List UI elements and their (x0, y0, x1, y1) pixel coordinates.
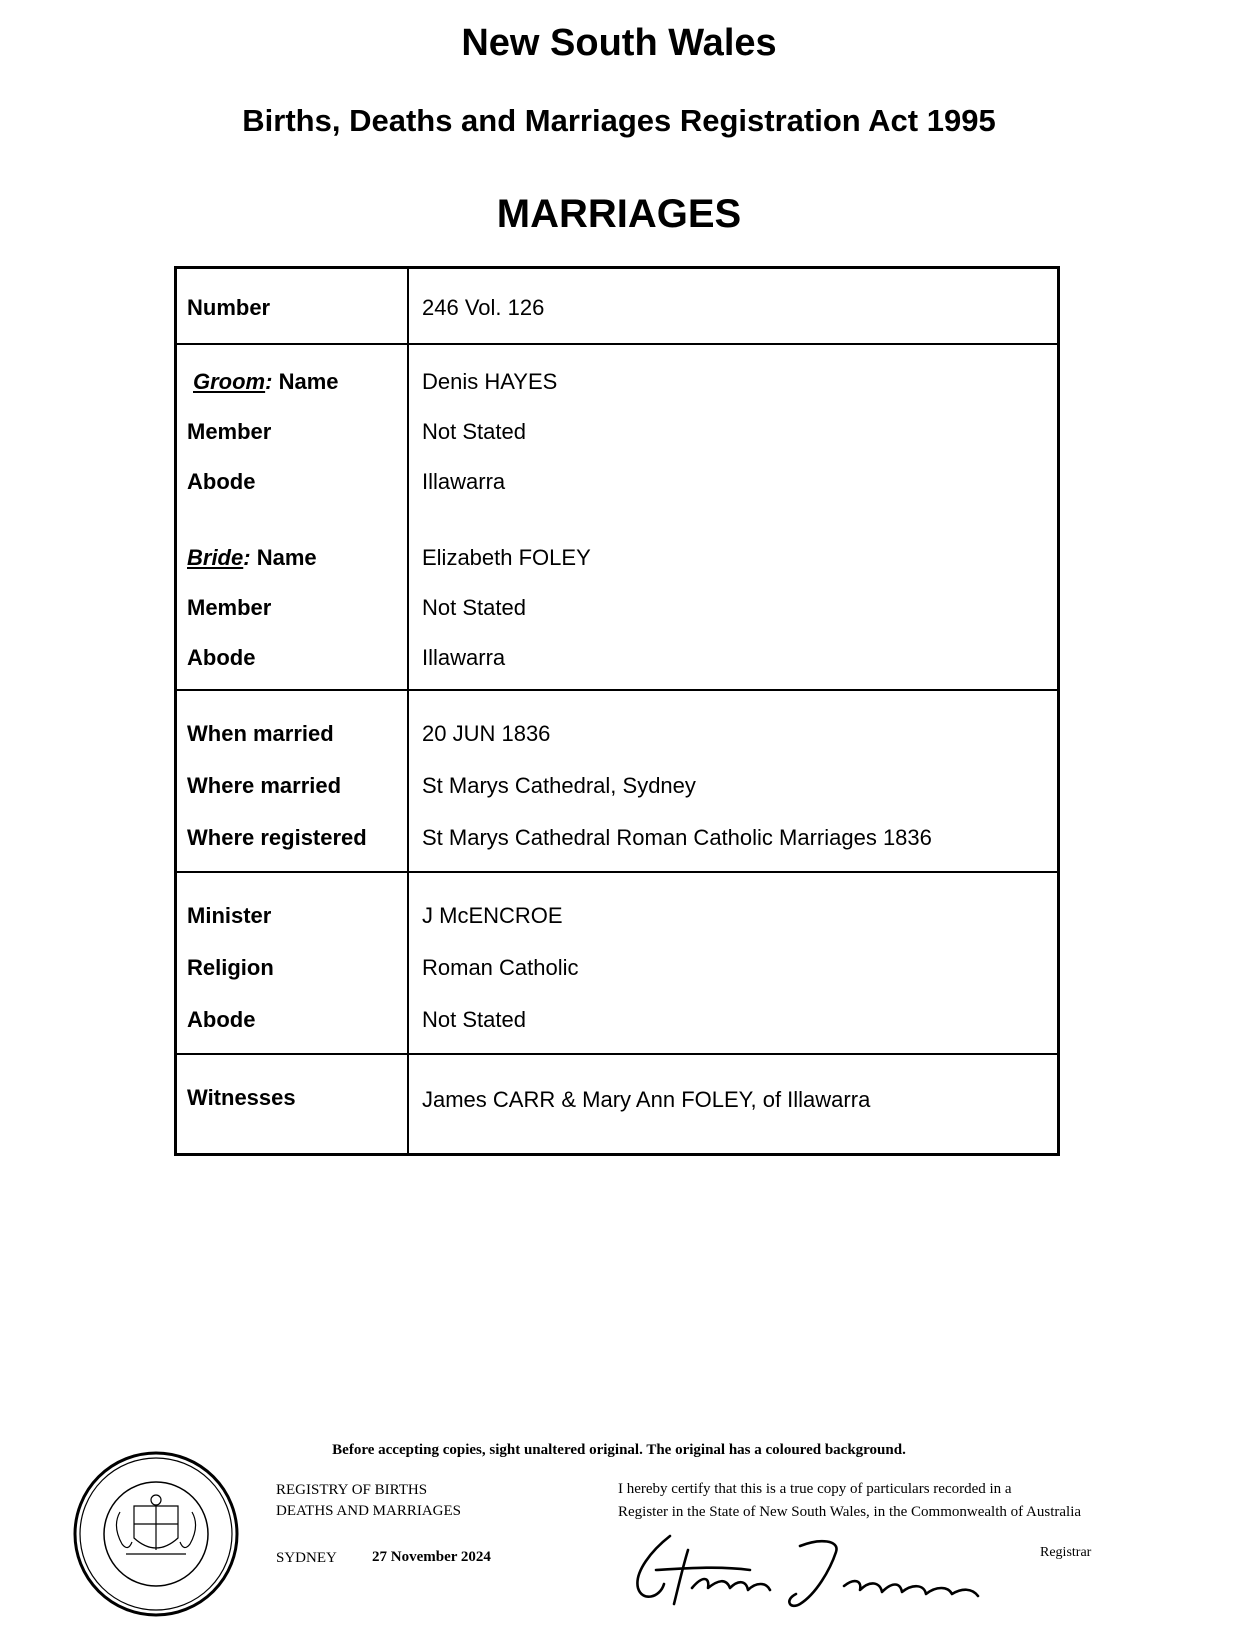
issue-date: 27 November 2024 (372, 1549, 491, 1565)
authenticity-note: Before accepting copies, sight unaltered original. The original has a coloured background. (332, 1442, 906, 1458)
religion-value: Roman Catholic (422, 955, 579, 980)
bride-member-label: Member (187, 595, 272, 620)
marriage-record-table (174, 266, 1060, 1156)
bride-name-value: Elizabeth FOLEY (422, 545, 591, 570)
registrar-seal-icon (72, 1450, 240, 1618)
when-married-label: When married (187, 721, 334, 746)
minister-abode-label: Abode (187, 1007, 256, 1032)
groom-member-label: Member (187, 419, 272, 444)
certify-line-2: Register in the State of New South Wales, in the Commonwealth of Australia (618, 1504, 1082, 1520)
minister-value: J McENCROE (422, 903, 563, 928)
where-married-value: St Marys Cathedral, Sydney (422, 773, 696, 798)
issue-city: SYDNEY (276, 1550, 337, 1566)
document-title: MARRIAGES (496, 192, 742, 236)
registry-name (276, 1480, 461, 1522)
row-divider (177, 343, 1057, 345)
number-label: Number (187, 295, 271, 320)
groom-name-field-label: Name (278, 369, 339, 394)
bride-abode-label: Abode (187, 645, 256, 670)
row-divider (177, 689, 1057, 691)
witnesses-label: Witnesses (187, 1085, 296, 1110)
where-registered-label: Where registered (187, 825, 367, 850)
number-value: 246 Vol. 126 (422, 295, 545, 320)
state-heading: New South Wales (461, 22, 777, 64)
registrar-label: Registrar (1040, 1545, 1092, 1560)
when-married-value: 20 JUN 1836 (422, 721, 551, 746)
bride-abode-value: Illawarra (422, 645, 506, 670)
groom-name-label: Groom: Name (193, 369, 339, 394)
groom-abode-label: Abode (187, 469, 256, 494)
groom-name-value: Denis HAYES (422, 369, 558, 394)
registrar-signature-icon (630, 1530, 1010, 1610)
registry-line-1: REGISTRY OF BIRTHS (276, 1482, 428, 1498)
bride-role-label: Bride (187, 545, 244, 570)
bride-name-field-label: Name (256, 545, 317, 570)
row-divider (177, 871, 1057, 873)
bride-name-label: Bride: Name (187, 545, 317, 570)
bride-member-value: Not Stated (422, 595, 526, 620)
column-divider (407, 269, 409, 1153)
minister-label: Minister (187, 903, 272, 928)
certification-statement (618, 1478, 1081, 1524)
registry-line-2: DEATHS AND MARRIAGES (276, 1503, 462, 1519)
groom-abode-value: Illawarra (422, 469, 506, 494)
where-married-label: Where married (187, 773, 342, 798)
act-heading: Births, Deaths and Marriages Registration Act 1995 (242, 103, 996, 138)
certify-line-1: I hereby certify that this is a true copy of particulars recorded in a (618, 1481, 1012, 1497)
religion-label: Religion (187, 955, 274, 980)
where-registered-value: St Marys Cathedral Roman Catholic Marriages 1836 (422, 825, 932, 850)
row-divider (177, 1053, 1057, 1055)
witnesses-value: James CARR & Mary Ann FOLEY, of Illawarra (422, 1087, 871, 1112)
groom-member-value: Not Stated (422, 419, 526, 444)
minister-abode-value: Not Stated (422, 1007, 526, 1032)
groom-role-label: Groom (193, 369, 266, 394)
